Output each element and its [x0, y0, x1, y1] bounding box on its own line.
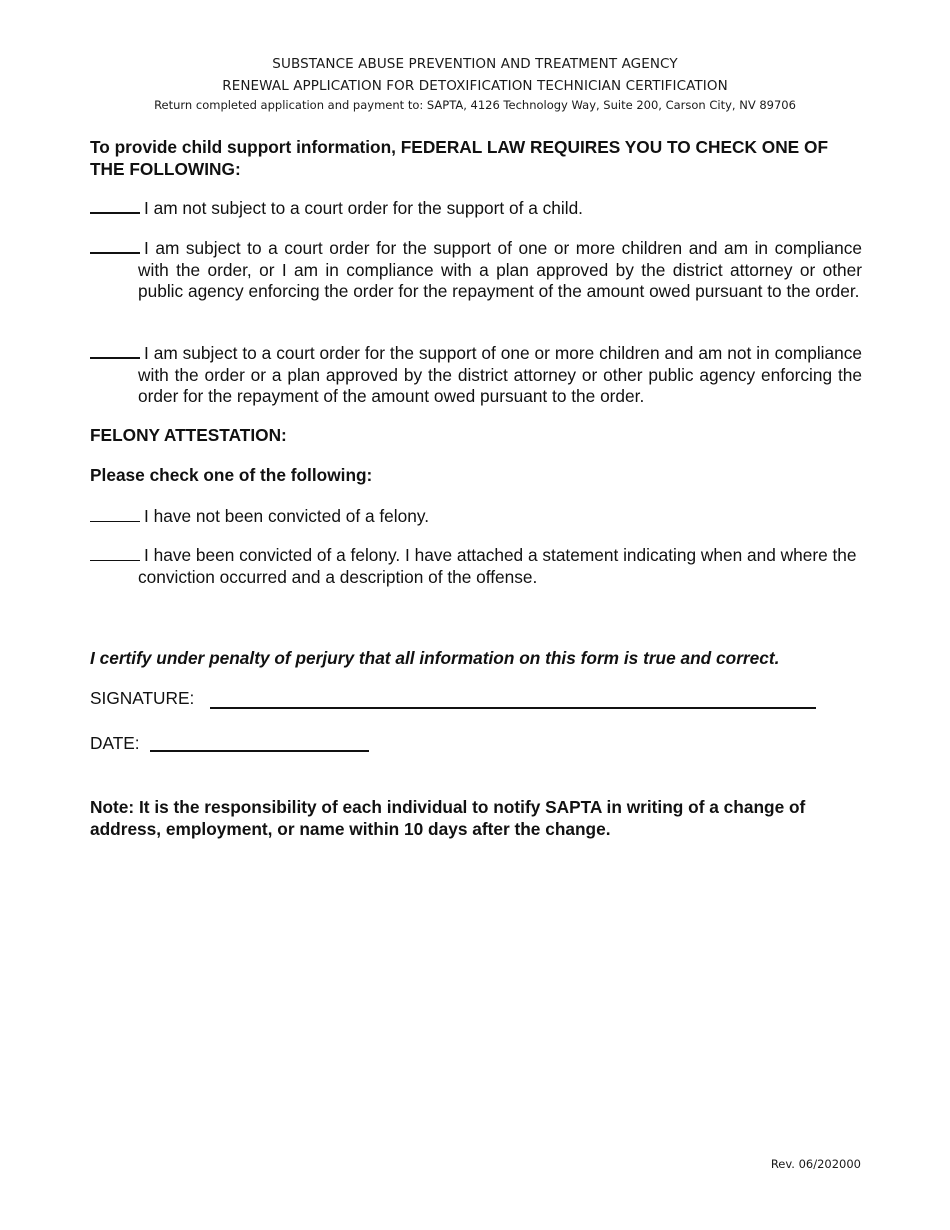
felony-instruction: Please check one of the following:: [90, 465, 373, 485]
responsibility-note: Note: It is the responsibility of each individual to notify SAPTA in writing of a change of address, employment, or name within 10 days after the change.: [90, 797, 806, 839]
option-text: I am subject to a court order for the support of one or more children and am in compliance with the order, or I am in compliance with a plan approved by the district attorney or other public agency enforcing the order for the repayment of the amount owed pursuant to the order.: [138, 238, 862, 301]
check-blank-child-support-2[interactable]: [90, 251, 140, 254]
date-label: DATE:: [90, 733, 140, 753]
option-text: I have not been convicted of a felony.: [144, 506, 430, 526]
revision-label: Rev. 06/202000: [770, 1157, 861, 1171]
child-support-option-2: [90, 238, 862, 303]
check-blank-child-support-3[interactable]: [90, 356, 140, 359]
option-text: I have been convicted of a felony. I have attached a statement indicating when and where the conviction occurred and a description of the offense.: [138, 545, 857, 587]
form-title: RENEWAL APPLICATION FOR DETOXIFICATION TECHNICIAN CERTIFICATION: [222, 78, 728, 94]
option-text: I am subject to a court order for the support of one or more children and am not in compliance with the order or a plan approved by the district attorney or other public agency enforcing the order for the repayment of the amount owed pursuant to the order.: [138, 343, 862, 406]
child-support-option-1: [90, 198, 862, 220]
felony-option-1: [90, 506, 862, 528]
child-support-intro: To provide child support information, FEDERAL LAW REQUIRES YOU TO CHECK ONE OF THE FOLLOWING:: [90, 137, 829, 179]
certification-statement: I certify under penalty of perjury that all information on this form is true and correct.: [90, 648, 780, 668]
check-blank-felony-1[interactable]: [90, 520, 140, 522]
return-info: Return completed application and payment to: SAPTA, 4126 Technology Way, Suite 200, Carson City, NV 89706: [154, 98, 796, 112]
agency-name: SUBSTANCE ABUSE PREVENTION AND TREATMENT AGENCY: [272, 56, 678, 72]
check-blank-felony-2[interactable]: [90, 559, 140, 561]
check-blank-child-support-1[interactable]: [90, 211, 140, 214]
date-field[interactable]: [150, 750, 369, 752]
felony-option-2: [90, 545, 862, 588]
signature-field[interactable]: [210, 707, 816, 709]
option-text: I am not subject to a court order for the support of a child.: [144, 198, 583, 218]
felony-heading: FELONY ATTESTATION:: [90, 425, 287, 445]
child-support-option-3: [90, 343, 862, 408]
signature-label: SIGNATURE:: [90, 688, 195, 708]
